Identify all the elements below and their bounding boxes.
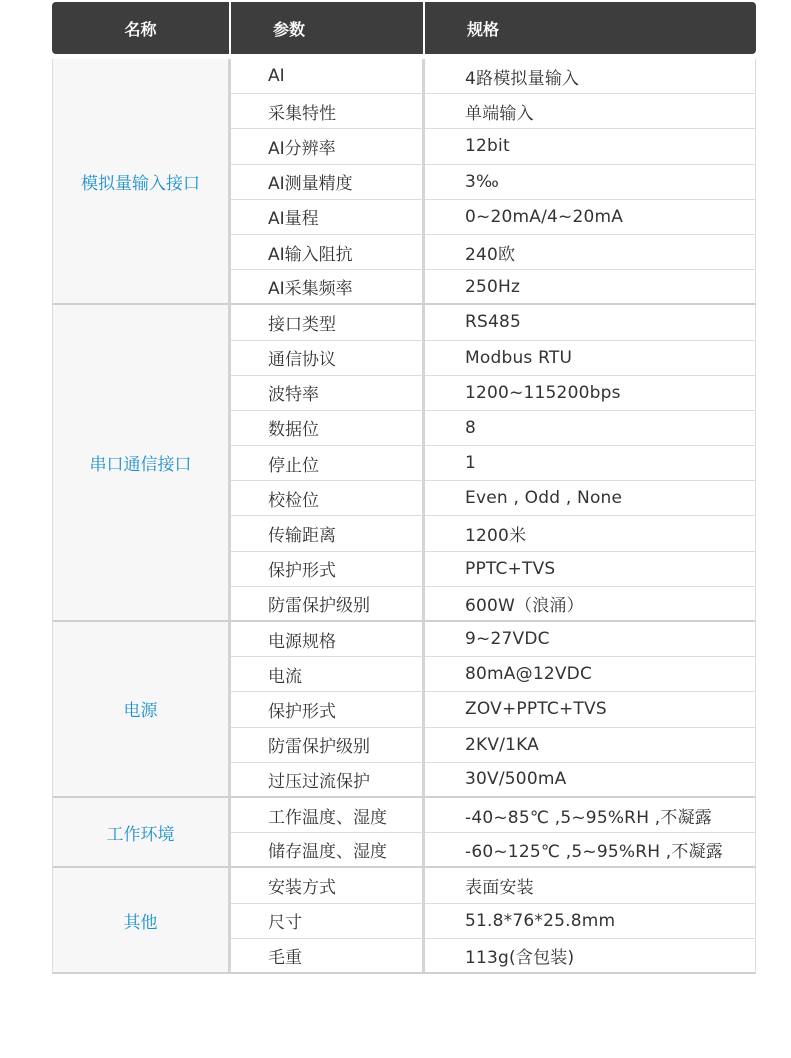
- param-cell: 电流: [231, 657, 425, 692]
- param-cell: 工作温度、湿度: [231, 798, 425, 833]
- param-cell: AI: [231, 59, 425, 94]
- param-cell: 校检位: [231, 481, 425, 516]
- spec-cell: RS485: [425, 305, 756, 340]
- table-body: [52, 59, 756, 974]
- header-param: 参数: [231, 2, 425, 54]
- spec-cell: 30V/500mA: [425, 763, 756, 798]
- spec-cell: 1: [425, 446, 756, 481]
- spec-cell: 240欧: [425, 235, 756, 270]
- group-name: 模拟量输入接口: [52, 59, 231, 305]
- param-cell: 通信协议: [231, 341, 425, 376]
- param-cell: AI量程: [231, 200, 425, 235]
- param-cell: 毛重: [231, 939, 425, 974]
- param-cell: 电源规格: [231, 622, 425, 657]
- spec-cell: ZOV+PPTC+TVS: [425, 692, 756, 727]
- param-cell: AI输入阻抗: [231, 235, 425, 270]
- spec-cell: 8: [425, 411, 756, 446]
- param-cell: 停止位: [231, 446, 425, 481]
- param-cell: 接口类型: [231, 305, 425, 340]
- table-row: [52, 59, 756, 94]
- spec-cell: 单端输入: [425, 94, 756, 129]
- group-name: 串口通信接口: [52, 305, 231, 622]
- group-name: 电源: [52, 622, 231, 798]
- param-cell: 尺寸: [231, 904, 425, 939]
- param-cell: 传输距离: [231, 516, 425, 551]
- group-name: 工作环境: [52, 798, 231, 868]
- spec-table: [52, 2, 756, 974]
- header-spec: 规格: [425, 2, 756, 54]
- param-cell: 保护形式: [231, 552, 425, 587]
- spec-cell: -60~125℃ ,5~95%RH ,不凝露: [425, 833, 756, 868]
- group-name: 其他: [52, 868, 231, 974]
- spec-cell: 113g(含包装): [425, 939, 756, 974]
- spec-cell: 600W（浪涌）: [425, 587, 756, 622]
- spec-cell: 12bit: [425, 129, 756, 164]
- spec-cell: PPTC+TVS: [425, 552, 756, 587]
- spec-cell: 表面安装: [425, 868, 756, 903]
- param-cell: 安装方式: [231, 868, 425, 903]
- param-cell: 保护形式: [231, 692, 425, 727]
- param-cell: 防雷保护级别: [231, 587, 425, 622]
- spec-cell: 1200米: [425, 516, 756, 551]
- param-cell: 采集特性: [231, 94, 425, 129]
- spec-cell: 4路模拟量输入: [425, 59, 756, 94]
- spec-cell: 1200~115200bps: [425, 376, 756, 411]
- spec-cell: 9~27VDC: [425, 622, 756, 657]
- param-cell: 过压过流保护: [231, 763, 425, 798]
- spec-cell: 2KV/1KA: [425, 728, 756, 763]
- param-cell: 储存温度、湿度: [231, 833, 425, 868]
- spec-cell: Even , Odd , None: [425, 481, 756, 516]
- param-cell: AI采集频率: [231, 270, 425, 305]
- spec-cell: 250Hz: [425, 270, 756, 305]
- table-header: [52, 2, 756, 59]
- spec-cell: 3‰: [425, 165, 756, 200]
- header-name: 名称: [52, 2, 231, 54]
- spec-cell: 0~20mA/4~20mA: [425, 200, 756, 235]
- spec-cell: Modbus RTU: [425, 341, 756, 376]
- table-row: [52, 622, 756, 657]
- table-row: [52, 305, 756, 340]
- spec-cell: -40~85℃ ,5~95%RH ,不凝露: [425, 798, 756, 833]
- param-cell: 数据位: [231, 411, 425, 446]
- spec-cell: 51.8*76*25.8mm: [425, 904, 756, 939]
- spec-cell: 80mA@12VDC: [425, 657, 756, 692]
- param-cell: 防雷保护级别: [231, 728, 425, 763]
- param-cell: AI分辨率: [231, 129, 425, 164]
- table-row: [52, 868, 756, 903]
- table-row: [52, 798, 756, 833]
- param-cell: 波特率: [231, 376, 425, 411]
- param-cell: AI测量精度: [231, 165, 425, 200]
